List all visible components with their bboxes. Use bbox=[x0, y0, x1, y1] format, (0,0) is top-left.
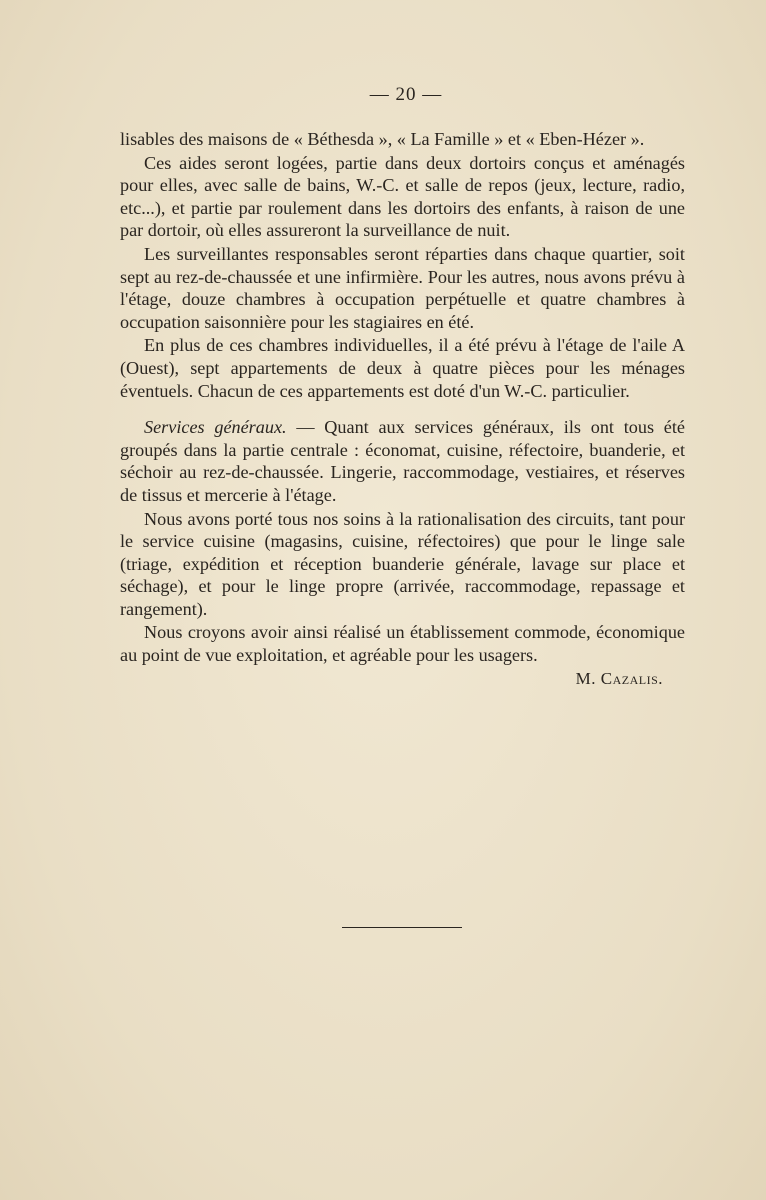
services-text: — Quant aux services généraux, ils ont tous été groupés dans la partie centrale : économat, cuisine, réfectoire, buanderie, et séchoir au rez-de-chaussée. Lingerie, raccommodage, vestiaires, et réserves de tissus et mercerie à l'étage. bbox=[120, 417, 686, 505]
paragraph-conclusion: Nous croyons avoir ainsi réalisé un établissement commode, économique au point de vue exploitation, et agréable pour les usagers. bbox=[120, 622, 685, 666]
section-title-services: Services généraux. bbox=[144, 417, 287, 438]
page-number: — 20 — bbox=[369, 84, 443, 105]
paragraph-surveillantes: Les surveillantes responsables seront réparties dans chaque quartier, soit sept au rez-de-chaussée et une infirmière. Pour les autres, nous avons prévu à l'étage, douze chambres à occupation perpétuelle et quatre chambres à occupation saisonnière pour les stagiaires en été. bbox=[120, 243, 685, 332]
body-text bbox=[120, 128, 685, 690]
paragraph-appartements: En plus de ces chambres individuelles, il a été prévu à l'étage de l'aile A (Ouest), sept appartements de deux à quatre pièces pour les ménages éventuels. Chacun de ces appartements est doté d'un W.-C. particulier. bbox=[120, 335, 685, 401]
paragraph-continuation: lisables des maisons de « Béthesda », « La Famille » et « Eben-Hézer ». bbox=[120, 129, 645, 149]
paragraph-circuits: Nous avons porté tous nos soins à la rationalisation des circuits, tant pour le service cuisine (magasins, cuisine, réfectoires) que pour le linge sale (triage, expédition et réception buanderie générale, lavage sur place et séchage), et pour le linge propre (arrivée, raccommodage, repassage et rangement). bbox=[120, 508, 685, 619]
author-signature: M. Cazalis. bbox=[575, 668, 663, 688]
end-rule bbox=[342, 927, 462, 928]
paragraph-aides: Ces aides seront logées, partie dans deux dortoirs conçus et aménagés pour elles, avec salle de bains, W.-C. et salle de repos (jeux, lecture, radio, etc...), et partie par roulement dans les dortoirs des enfants, à raison de une par dortoir, où elles assureront la surveillance de nuit. bbox=[120, 152, 685, 241]
paragraph-services-generaux bbox=[120, 416, 685, 506]
